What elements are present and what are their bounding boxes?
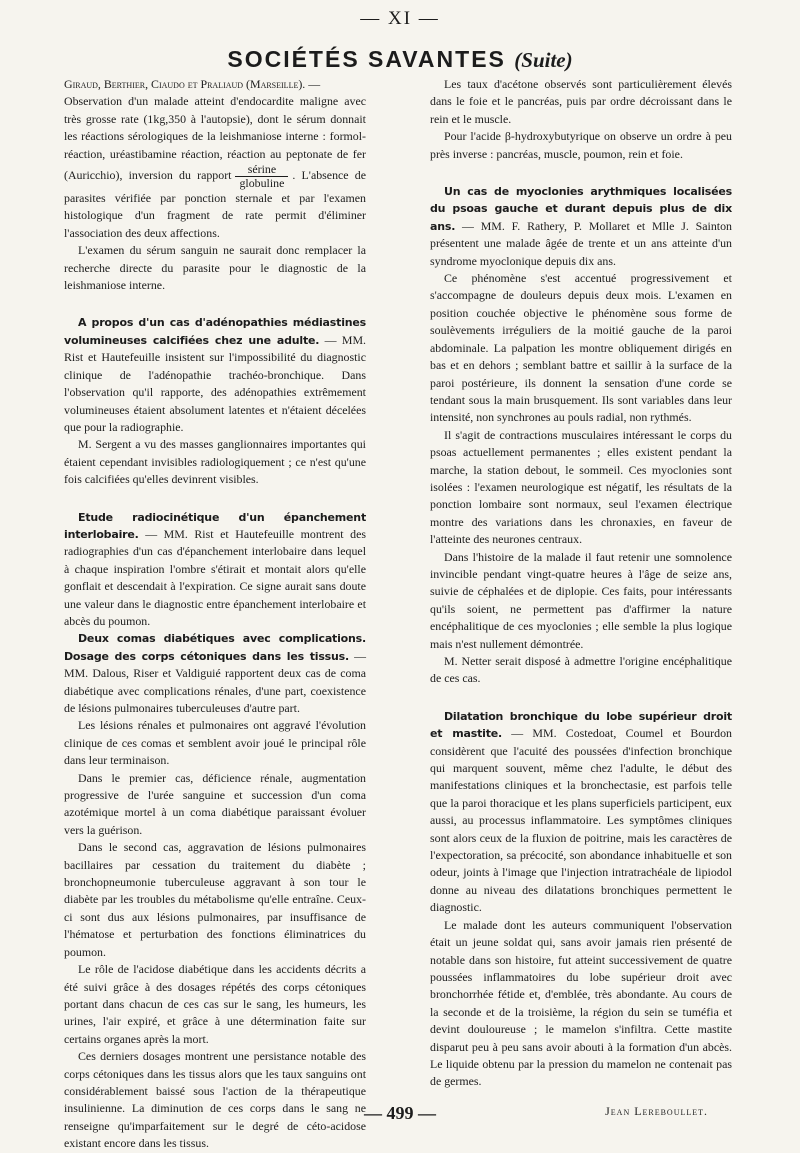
article-paragraph: Un cas de myoclonies arythmiques localisées du psoas gauche et durant depuis plus de dix ans. — MM. F. Rathery, P. Mollaret et Mlle J. Sainton présentent une malade âgée de trente et un ans atteinte d'un syndrome myoclonique depuis dix ans. [430, 185, 732, 268]
article-paragraph: Etude radiocinétique d'un épanchement interlobaire. — MM. Rist et Hautefeuille montrent des radiographies d'un cas d'épanchement interlobaire dans lequel à chaque inspiration l'ombre s'étirait et montait alors qu'elle gonflait et descendait à l'expiration. Ce signe aurait sans doute une valeur dans le diagnostic entre épanchement interlobaire et abcès du poumon. [64, 510, 366, 628]
article-paragraph: Dilatation bronchique du lobe supérieur droit et mastite. — MM. Costedoat, Coumel et Bourdon considèrent que l'acuité des poussées d'infection bronchique qui marquent souvent, même chez l'adulte, le début des manifestations cliniques et la bronchectasie, est parfois telle que la paroi thoracique et les plans superficiels participent, eux aussi, au processus inflammatoire. Les symptômes cliniques sont alors ceux de la fluxion de poitrine, mais les caractères de l'expectoration, sa précocité, son abondance inhabituelle et son odeur, joints à l'image que l'injection intratrachéale de lipiodol donne au niveau des dilatations bronchiques permettent le diagnostic. [430, 709, 732, 915]
article-paragraph: Les taux d'acétone observés sont particulièrement élevés dans le foie et le pancréas, puis par ordre décroissant dans le rein et le muscle. [430, 77, 732, 126]
left-column [64, 76, 366, 1153]
article-heading: Etude radiocinétique d'un épanchement interlobaire. [64, 510, 366, 541]
article-authors: Giraud, Berthier, Ciaudo et Praliaud (Marseille). — [64, 77, 321, 91]
article-paragraph: Il s'agit de contractions musculaires intéressant le corps du psoas actuellement permanentes ; elles existent pendant la marche, la station debout, le sommeil. Ces myoclonies sont isolées : l'examen neurologique est négatif, les résultats de la ponction lombaire sont normaux, seul l'examen électrique montre des variations dans les chronaxies, en faveur de l'atteinte des neurones centraux. [430, 427, 732, 547]
page-number: — 499 — [364, 1103, 436, 1123]
right-column [430, 76, 732, 1120]
article-paragraph: M. Netter serait disposé à admettre l'origine encéphalitique de ces cas. [430, 654, 732, 686]
article-paragraph: A propos d'un cas d'adénopathies médiastines volumineuses calcifiées chez une adulte. — MM. Rist et Hautefeuille insistent sur l'impossibilité du diagnostic clinique de l'adénopathie trachéo-bronchique. Dans l'observation qu'il rapporte, des adénopathies extrêmement volumineuses étaient absolument latentes et n'étaient décelées que pour la radiographie. [64, 316, 366, 434]
ratio-fraction: $\frac{\text{sérine}}{\text{globuline}}$ [235, 163, 288, 190]
article-paragraph: Dans le premier cas, déficience rénale, augmentation progressive de l'urée sanguine et succession d'un coma azotémique mortel à un coma diabétique paraissant évoluer vers la guérison. [64, 770, 366, 837]
article-paragraph: Dans l'histoire de la malade il faut retenir une somnolence invincible pendant vingt-quatre heures à l'âge de seize ans, suivie de céphalées et de diplopie. Ces faits, pour intéressants qu'ils soient, ne permettent pas d'affirmer la nature encéphalitique de ces myoclonies ; elle semble la plus logique mais n'est nullement démontrée. [430, 549, 732, 651]
article-paragraph: Observation d'un malade atteint d'endocardite maligne avec très grosse rate (1kg,350 à l'autopsie), dont le sérum donnait les réactions sérologiques de la leishmaniose interne : formol-réaction, uréastibamine réaction, réaction au peptonate de fer (Auricchio), inversion du rapport $\frac{\text{sérine}}{\text{globuline}}$ . L'absence de parasites vérifiée par ponction sternale et par l'examen histologique d'un fragment de rate permit d'éliminer l'association des deux affections. [64, 94, 366, 240]
article-heading: Deux comas diabétiques avec complications. Dosage des corps cétoniques dans les tissus. [64, 632, 366, 663]
article-paragraph: M. Sergent a vu des masses ganglionnaires importantes qui étaient cependant invisibles radiologiquement ; ce n'est qu'une fois calcifiées qu'elles devinrent visibles. [64, 437, 366, 487]
article-paragraph: Les lésions rénales et pulmonaires ont aggravé l'évolution clinique de ces comas et semblent avoir joué le principal rôle dans leur terminaison. [64, 718, 366, 768]
article-paragraph: Ces derniers dosages montrent une persistance notable des corps cétoniques dans les tissus alors que les taux sanguins ont considérablement baissé sous l'action de la thérapeutique insulinienne. La diminution de ces corps dans le sang ne renseigne qu'imparfaitement sur le degré de céto-acidose existant encore dans les tissus. [64, 1049, 366, 1151]
section-title-text: SOCIÉTÉS SAVANTES [227, 46, 506, 72]
article-paragraph: Ce phénomène s'est accentué progressivement et s'accompagne de douleurs depuis deux mois. L'examen en position couchée objective le phénomène sous forme de soulèvements irréguliers de la moitié gauche de la paroi abdominale. La palpation les montre obliquement dirigés en bas et en dehors ; semblant battre et saillir à la surface de la paroi postérieure, ils donnent la sensation d'une corde se tendant sous la main brusquement. Ils sont variables dans leur intensité, non synchrones au pouls radial, non rythmés. [430, 271, 732, 425]
article-heading: Un cas de myoclonies arythmiques localisées du psoas gauche et durant depuis plus de dix ans. [430, 185, 732, 233]
author-signature: Jean Lereboullet. [605, 1103, 708, 1118]
article-paragraph: Dans le second cas, aggravation de lésions pulmonaires bacillaires par cessation du traitement du diabète ; bronchopneumonie tuberculeuse aggravant à son tour le diabète par les troubles du métabolisme qu'elle entraîne. Ceux-ci sont dus aux lésions pulmonaires, par insuffisance de l'hématose et perturbation des fonctions éliminatrices du poumon. [64, 840, 366, 959]
article-paragraph: Le malade dont les auteurs communiquent l'observation était un jeune soldat qui, sans avoir jamais rien présenté de notable dans son histoire, fut atteint successivement de quatre poussées inflammatoires du lobe supérieur droit avec bronchorrhée fétide et, d'emblée, très abondante. Au cours de la seconde et de la troisième, la région du sein se tuméfia et devint douloureuse ; le mamelon s'infiltra. Cette mastite disparut peu à peu sans avoir abouti à la formation d'un abcès. Le liquide obtenu par la pression du mamelon ne contenait pas de germes. [430, 917, 732, 1089]
article-paragraph: Deux comas diabétiques avec complications. Dosage des corps cétoniques dans les tissus. — MM. Dalous, Riser et Valdiguié rapportent deux cas de coma diabétique avec complications rénales, d'une part, coexistence de lésions pulmonaires tuberculeuses d'autre part. [64, 632, 366, 715]
article-paragraph: Pour l'acide β-hydroxybutyrique on observe un ordre à peu près inverse : pancréas, muscle, poumon, rein et foie. [430, 129, 732, 161]
page-roman-numeral: — XI — [360, 8, 440, 29]
article-heading: Dilatation bronchique du lobe supérieur droit et mastite. [430, 709, 732, 741]
article-paragraph: L'examen du sérum sanguin ne saurait donc remplacer la recherche directe du parasite pour le diagnostic de la leishmaniose interne. [64, 243, 366, 293]
section-title [0, 46, 800, 73]
article-heading: A propos d'un cas d'adénopathies médiastines volumineuses calcifiées chez une adulte. [64, 316, 366, 347]
section-title-suite: (Suite) [514, 48, 573, 72]
article-paragraph: Le rôle de l'acidose diabétique dans les accidents décrits a été suivi grâce à des dosages répétés des corps cétoniques portant dans chacun de ces cas sur le sang, les humeurs, les urines, l'air expiré, et grâce à une détermination faite sur certains organes après la mort. [64, 962, 366, 1046]
